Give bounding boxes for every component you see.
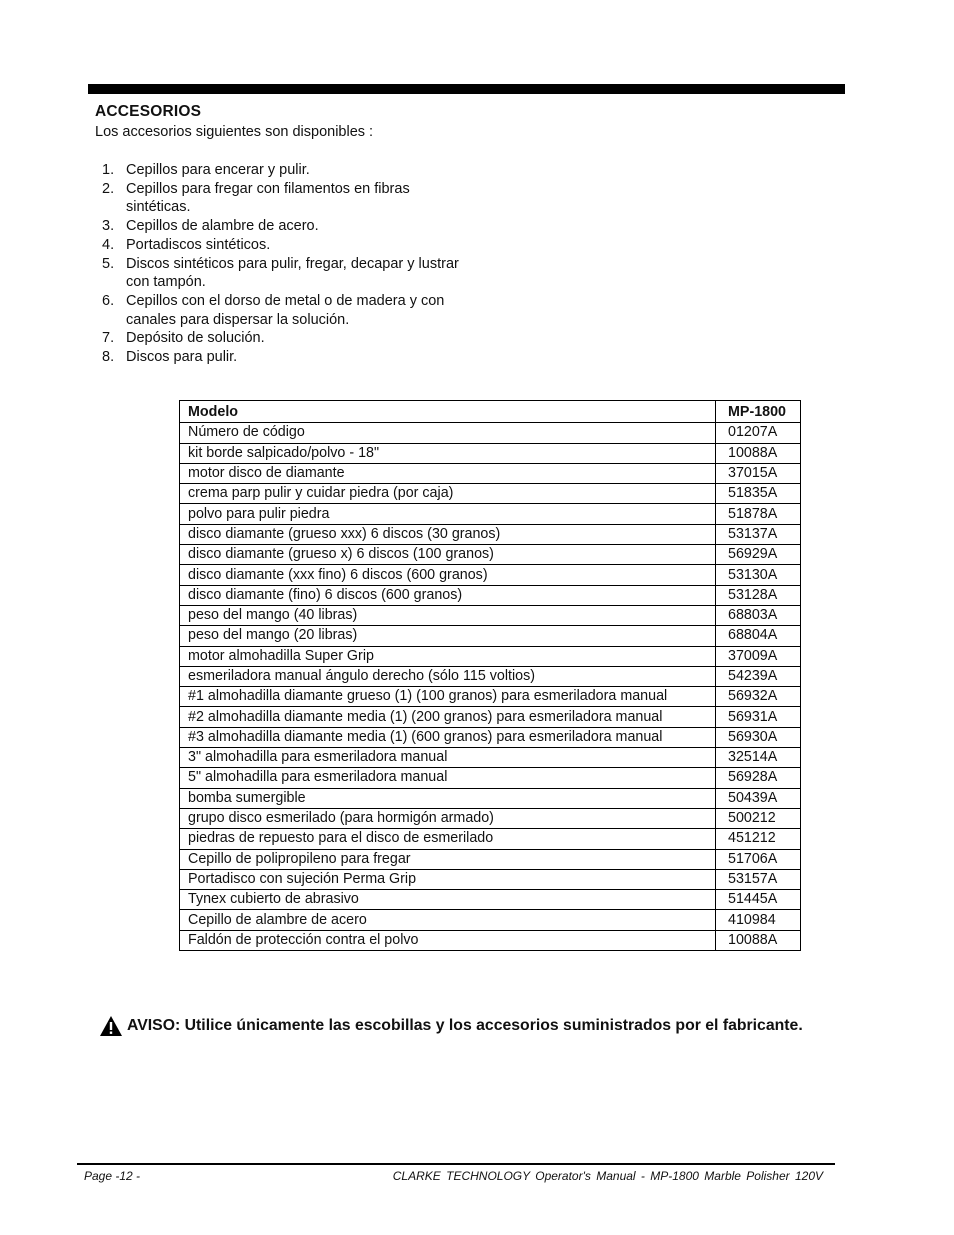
part-code: 53130A: [716, 565, 801, 585]
table-row: [180, 484, 801, 504]
list-item: [95, 292, 471, 329]
parts-table: [179, 400, 801, 951]
part-code: 54239A: [716, 666, 801, 686]
part-code: 32514A: [716, 748, 801, 768]
part-description: piedras de repuesto para el disco de esmerilado: [180, 829, 716, 849]
part-code: 53137A: [716, 524, 801, 544]
part-code: 500212: [716, 808, 801, 828]
part-description: motor almohadilla Super Grip: [180, 646, 716, 666]
part-description: disco diamante (xxx fino) 6 discos (600 granos): [180, 565, 716, 585]
section-heading: ACCESORIOS: [95, 103, 202, 120]
part-code: 51706A: [716, 849, 801, 869]
part-code: 56932A: [716, 687, 801, 707]
page-number: Page -12 -: [84, 1169, 141, 1183]
table-row: [180, 605, 801, 625]
table-row: [180, 808, 801, 828]
part-code: 10088A: [716, 930, 801, 950]
list-text: Cepillos con el dorso de metal o de madera y con canales para dispersar la solución.: [126, 292, 445, 328]
table-row: [180, 524, 801, 544]
part-description: Cepillo de polipropileno para fregar: [180, 849, 716, 869]
part-code: 410984: [716, 910, 801, 930]
warning-triangle-icon: [99, 1015, 123, 1037]
part-code: 68803A: [716, 605, 801, 625]
list-number: 4.: [102, 236, 115, 253]
part-description: #1 almohadilla diamante grueso (1) (100 granos) para esmeriladora manual: [180, 687, 716, 707]
part-code: 37009A: [716, 646, 801, 666]
list-item: [95, 329, 466, 348]
list-number: 7.: [102, 330, 115, 347]
part-description: disco diamante (grueso x) 6 discos (100 granos): [180, 545, 716, 565]
part-code: 53157A: [716, 869, 801, 889]
list-text: Cepillos para encerar y pulir.: [126, 162, 310, 178]
part-description: grupo disco esmerilado (para hormigón armado): [180, 808, 716, 828]
list-item: [95, 217, 466, 236]
table-row: [180, 646, 801, 666]
parts-table-body: [180, 423, 801, 951]
table-row: [180, 423, 801, 443]
part-code: 51445A: [716, 890, 801, 910]
table-row: [180, 768, 801, 788]
list-text: Discos para pulir.: [126, 349, 238, 366]
part-description: disco diamante (grueso xxx) 6 discos (30 granos): [180, 524, 716, 544]
part-description: peso del mango (40 libras): [180, 605, 716, 625]
list-item: [95, 180, 466, 217]
top-rule: [88, 84, 845, 94]
model-header: Modelo: [180, 401, 716, 423]
accessories-list: [95, 161, 471, 367]
list-item: [95, 348, 466, 367]
part-description: Faldón de protección contra el polvo: [180, 930, 716, 950]
part-description: #2 almohadilla diamante media (1) (200 granos) para esmeriladora manual: [180, 707, 716, 727]
list-text: Depósito de solución.: [126, 330, 265, 347]
part-description: #3 almohadilla diamante media (1) (600 granos) para esmeriladora manual: [180, 727, 716, 747]
part-code: 451212: [716, 829, 801, 849]
part-code: 51878A: [716, 504, 801, 524]
part-code: 37015A: [716, 463, 801, 483]
part-description: disco diamante (fino) 6 discos (600 granos): [180, 585, 716, 605]
table-row: [180, 545, 801, 565]
table-row: [180, 504, 801, 524]
table-row: [180, 829, 801, 849]
part-description: 5" almohadilla para esmeriladora manual: [180, 768, 716, 788]
part-description: crema parp pulir y cuidar piedra (por caja): [180, 484, 716, 504]
part-description: 3" almohadilla para esmeriladora manual: [180, 748, 716, 768]
part-code: 53128A: [716, 585, 801, 605]
table-row: [180, 748, 801, 768]
table-row: [180, 626, 801, 646]
part-code: 10088A: [716, 443, 801, 463]
part-code: 01207A: [716, 423, 801, 443]
list-item: [95, 255, 466, 292]
table-row: [180, 869, 801, 889]
table-row: [180, 910, 801, 930]
warning-notice: [99, 1015, 803, 1037]
part-code: 56928A: [716, 768, 801, 788]
part-description: esmeriladora manual ángulo derecho (sólo 115 voltios): [180, 666, 716, 686]
part-description: bomba sumergible: [180, 788, 716, 808]
part-code: 56930A: [716, 727, 801, 747]
list-text: Discos sintéticos para pulir, fregar, decapar y lustrar con tampón.: [126, 255, 459, 291]
table-row: [180, 565, 801, 585]
part-code: 56929A: [716, 545, 801, 565]
list-text: Portadiscos sintéticos.: [126, 236, 271, 253]
part-description: peso del mango (20 libras): [180, 626, 716, 646]
part-description: kit borde salpicado/polvo - 18": [180, 443, 716, 463]
list-number: 3.: [102, 218, 115, 235]
part-description: polvo para pulir piedra: [180, 504, 716, 524]
list-number: 5.: [102, 255, 115, 272]
list-number: 2.: [102, 180, 115, 197]
table-row: [180, 463, 801, 483]
footer-title: CLARKE TECHNOLOGY Operator's Manual - MP-1800 Marble Polisher 120V: [392, 1169, 823, 1183]
table-row: [180, 687, 801, 707]
list-text: Cepillos de alambre de acero.: [126, 218, 319, 235]
part-code: 56931A: [716, 707, 801, 727]
code-header: MP-1800: [716, 401, 801, 423]
list-item: [95, 161, 466, 180]
list-number: 6.: [102, 292, 115, 309]
part-description: Número de código: [180, 423, 716, 443]
part-description: Cepillo de alambre de acero: [180, 910, 716, 930]
part-description: motor disco de diamante: [180, 463, 716, 483]
part-code: 68804A: [716, 626, 801, 646]
part-description: Tynex cubierto de abrasivo: [180, 890, 716, 910]
intro-text: Los accesorios siguientes son disponibles :: [95, 124, 374, 140]
table-row: [180, 727, 801, 747]
table-row: [180, 890, 801, 910]
table-header-row: [180, 401, 801, 423]
part-code: 51835A: [716, 484, 801, 504]
notice-text: AVISO: Utilice únicamente las escobillas y los accesorios suministrados por el fabricante.: [127, 1017, 803, 1034]
table-row: [180, 930, 801, 950]
table-row: [180, 788, 801, 808]
table-row: [180, 707, 801, 727]
table-row: [180, 585, 801, 605]
list-text: Cepillos para fregar con filamentos en fibras sintéticas.: [126, 180, 410, 216]
part-code: 50439A: [716, 788, 801, 808]
list-number: 8.: [102, 349, 115, 366]
list-item: [95, 236, 466, 255]
table-row: [180, 443, 801, 463]
part-description: Portadisco con sujeción Perma Grip: [180, 869, 716, 889]
bottom-rule: [77, 1163, 835, 1165]
list-number: 1.: [102, 162, 115, 178]
table-row: [180, 666, 801, 686]
table-row: [180, 849, 801, 869]
